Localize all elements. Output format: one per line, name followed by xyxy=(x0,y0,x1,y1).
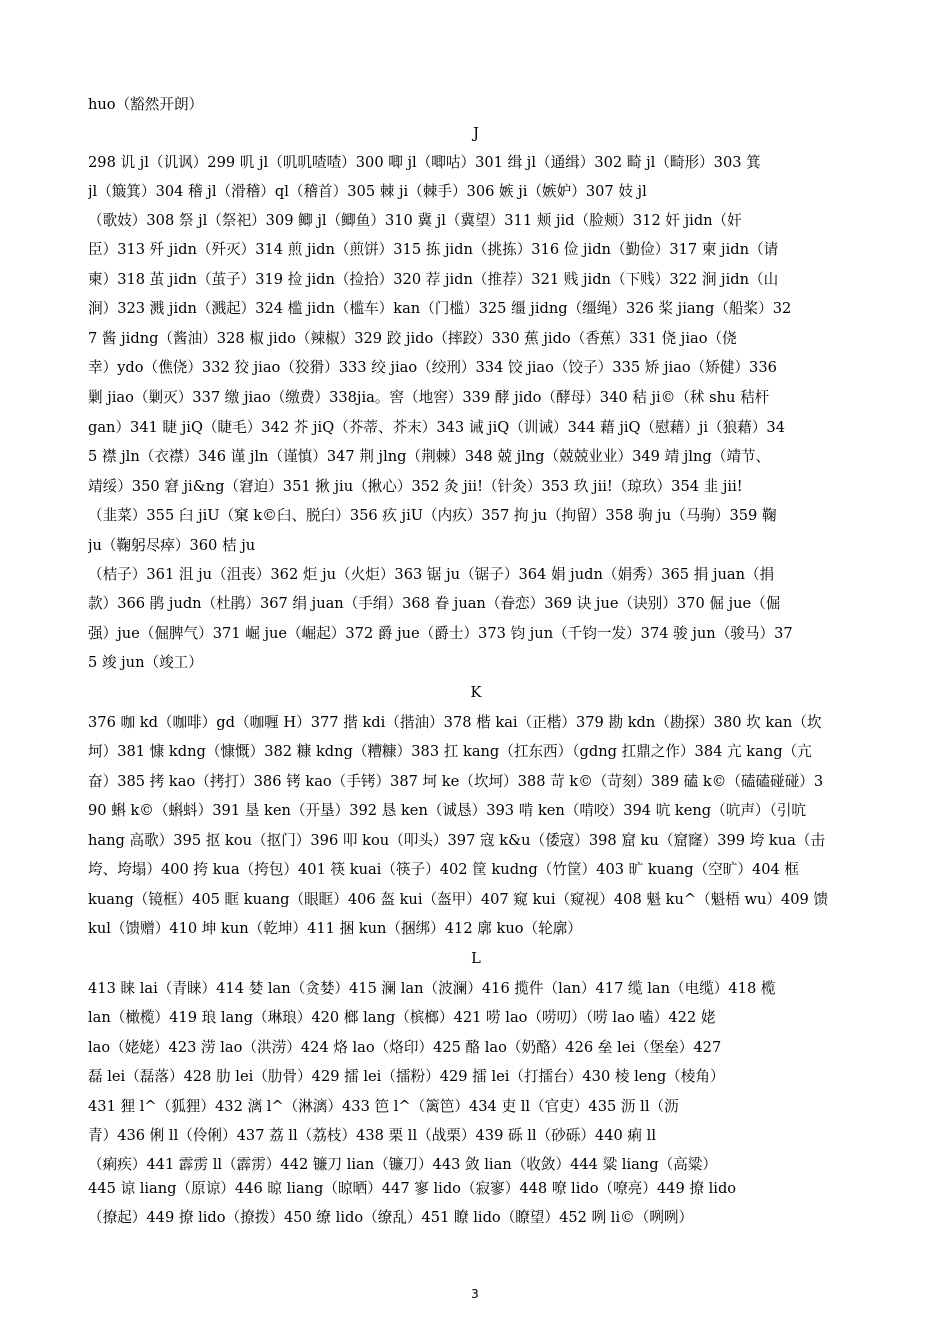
text-line: jl（簸箕）304 稽 jl（滑稽）ql（稽首）305 棘 ji（棘手）306 嫉 ji（嫉妒）307 妓 jl xyxy=(88,183,647,200)
text-line: 坷）381 慷 kdng（慷慨）382 糠 kdng（糟糠）383 扛 kang（扛东西）（gdng 扛鼎之作）384 亢 kang（亢 xyxy=(88,743,812,760)
text-line: huo（豁然开朗） xyxy=(88,96,204,113)
text-line: 款）366 鹃 judn（杜鹃）367 绢 juan（手绢）368 眷 juan（眷恋）369 诀 jue（诀别）370 倔 jue（倔 xyxy=(88,595,781,612)
text-line: ju（鞠躬尽瘁）360 桔 ju xyxy=(88,537,256,554)
text-line: gan）341 睫 jiQ（睫毛）342 芥 jiQ（芥蒂、芥末）343 诫 jiQ（训诫）344 藉 jiQ（慰藉）ji（狼藉）34 xyxy=(88,419,785,436)
text-line: （歌妓）308 祭 jl（祭祀）309 鲫 jl（鲫鱼）310 冀 jl（冀望）311 颊 jid（脸颊）312 奸 jidn（奸 xyxy=(88,212,742,229)
text-line: 445 谅 liang（原谅）446 晾 liang（晾晒）447 寥 lido（寂寥）448 嘹 lido（嘹亮）449 撩 lido xyxy=(88,1180,737,1197)
text-line: 幸）ydo（僬侥）332 狡 jiao（狡猾）333 绞 jiao（绞刑）334 饺 jiao（饺子）335 矫 jiao（矫健）336 xyxy=(88,359,777,376)
text-line: 431 狸 l^（狐狸）432 漓 l^（淋漓）433 笆 l^（篱笆）434 吏 ll（官吏）435 沥 ll（沥 xyxy=(88,1098,679,1115)
text-line: 413 睐 lai（青睐）414 婪 lan（贪婪）415 澜 lan（波澜）416 揽件（lan）417 缆 lan（电缆）418 榄 xyxy=(88,980,776,997)
text-line: kul（馈赠）410 坤 kun（乾坤）411 捆 kun（捆绑）412 廓 kuo（轮廓） xyxy=(88,920,582,937)
section-heading-j: J xyxy=(473,125,479,142)
text-line: 376 咖 kd（咖啡）gd（咖喱 H）377 揩 kdi（揩油）378 楷 kai（正楷）379 勘 kdn（勘探）380 坎 kan（坎 xyxy=(88,714,822,731)
text-line: 垮、垮塌）400 挎 kua（挎包）401 筷 kuai（筷子）402 筐 kudng（竹筐）403 旷 kuang（空旷）404 框 xyxy=(88,861,800,878)
text-line: 磊 lei（磊落）428 肋 lei（肋骨）429 擂 lei（擂粉）429 擂 lei（打擂台）430 棱 leng（棱角） xyxy=(88,1068,725,1085)
text-line: 7 酱 jidng（酱油）328 椒 jido（辣椒）329 跤 jido（摔跤）330 蕉 jido（香蕉）331 侥 jiao（侥 xyxy=(88,330,737,347)
text-line: 柬）318 茧 jidn（茧子）319 捡 jidn（捡拾）320 荐 jidn（推荐）321 贱 jidn（下贱）322 涧 jidn（山 xyxy=(88,271,779,288)
section-heading-l: L xyxy=(471,950,481,967)
text-line: hang 高歌）395 抠 kou（抠门）396 叩 kou（叩头）397 寇 k&u（倭寇）398 窟 ku（窟窿）399 垮 kua（击 xyxy=(88,832,826,849)
section-heading-k: K xyxy=(470,684,482,701)
text-line: 涧）323 溅 jidn（溅起）324 槛 jidn（槛车）kan（门槛）325 缰 jidng（缰绳）326 桨 jiang（船桨）32 xyxy=(88,300,792,317)
page-number: 3 xyxy=(471,1287,479,1301)
text-line: 298 讥 jl（讥讽）299 叽 jl（叽叽喳喳）300 唧 jl（唧咕）301 缉 jl（通缉）302 畸 jl（畸形）303 箕 xyxy=(88,154,761,171)
text-line: lao（姥姥）423 涝 lao（洪涝）424 烙 lao（烙印）425 酪 lao（奶酪）426 垒 lei（堡垒）427 xyxy=(88,1039,722,1056)
text-line: 臣）313 歼 jidn（歼灭）314 煎 jidn（煎饼）315 拣 jidn（挑拣）316 俭 jidn（勤俭）317 柬 jidn（请 xyxy=(88,241,779,258)
text-line: lan（橄榄）419 琅 lang（琳琅）420 榔 lang（槟榔）421 唠 lao（唠叨）（唠 lao 嗑）422 姥 xyxy=(88,1009,716,1026)
text-line: 奋）385 拷 kao（拷打）386 铐 kao（手铐）387 坷 ke（坎坷）388 苛 k©（苛刻）389 磕 k©（磕磕碰碰）3 xyxy=(88,773,824,790)
text-line: （痢疾）441 霹雳 ll（霹雳）442 镰刀 lian（镰刀）443 敛 lian（收敛）444 粱 liang（高粱） xyxy=(88,1156,717,1173)
text-line: 90 蝌 k©（蝌蚪）391 垦 ken（开垦）392 恳 ken（诚恳）393 啃 ken（啃咬）394 吭 keng（吭声）（引吭 xyxy=(88,802,807,819)
text-line: 强）jue（倔脾气）371 崛 jue（崛起）372 爵 jue（爵士）373 钧 jun（千钧一发）374 骏 jun（骏马）37 xyxy=(88,625,793,642)
text-line: （韭菜）355 臼 jiU（窠 k©臼、脱臼）356 疚 jiU（内疚）357 拘 ju（拘留）358 驹 ju（马驹）359 鞠 xyxy=(88,507,777,524)
text-line: 5 竣 jun（竣工） xyxy=(88,654,203,671)
text-line: 靖绥）350 窘 ji&ng（窘迫）351 揪 jiu（揪心）352 灸 jii!（针灸）353 玖 jii!（琼玖）354 韭 jii! xyxy=(88,478,743,495)
text-line: kuang（镜框）405 眶 kuang（眼眶）406 盔 kui（盔甲）407 窥 kui（窥视）408 魁 ku^（魁梧 wu）409 馈 xyxy=(88,891,829,908)
text-line: 青）436 俐 ll（伶俐）437 荔 ll（荔枝）438 栗 ll（战栗）439 砾 ll（砂砾）440 痢 ll xyxy=(88,1127,656,1144)
text-line: 剿 jiao（剿灭）337 缴 jiao（缴费）338jia。窖（地窖）339 酵 jido（酵母）340 秸 ji©（秫 shu 秸杆 xyxy=(88,389,770,406)
text-line: 5 襟 jln（衣襟）346 谨 jln（谨慎）347 荆 jlng（荆棘）348 兢 jlng（兢兢业业）349 靖 jlng（靖节、 xyxy=(88,448,771,465)
text-line: （桔子）361 沮 ju（沮丧）362 炬 ju（火炬）363 锯 ju（锯子）364 娟 judn（娟秀）365 捐 juan（捐 xyxy=(88,566,775,583)
text-line: （撩起）449 撩 lido（撩拨）450 缭 lido（缭乱）451 瞭 lido（瞭望）452 咧 li©（咧咧） xyxy=(88,1209,694,1226)
